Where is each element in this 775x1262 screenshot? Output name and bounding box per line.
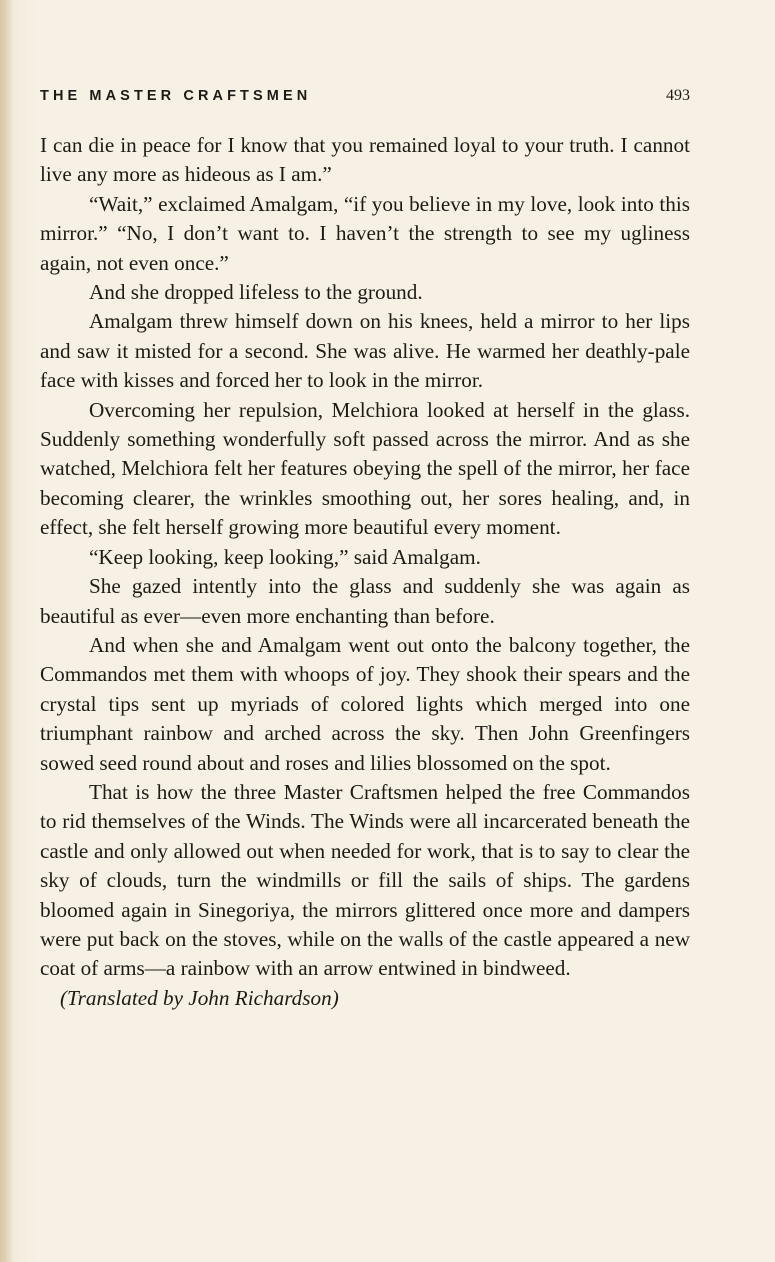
spine-shadow <box>0 0 14 1262</box>
paragraph: “Wait,” exclaimed Amalgam, “if you believe in my love, look into this mirror.” “No, I don’t want to. I haven’t the strength to see my ugliness again, not even once.” <box>40 191 690 275</box>
paragraph: “Keep looking, keep looking,” said Amalgam. <box>89 544 481 569</box>
running-head <box>40 86 690 108</box>
paragraph: Amalgam threw himself down on his knees, held a mirror to her lips and saw it misted for a second. She was alive. He warmed her deathly-pale face with kisses and forced her to look in the mirror. <box>40 309 690 393</box>
paragraph: And she dropped lifeless to the ground. <box>89 280 423 305</box>
paragraph: And when she and Amalgam went out onto the balcony together, the Commandos met them with whoops of joy. They shook their spears and the crystal tips sent up myriads of colored lights which merged into one triumphant rainbow and arched across the sky. Then John Greenfingers sowed seed round about and roses and lilies blossomed on the spot. <box>40 632 690 775</box>
paragraph-continued: I can die in peace for I know that you remained loyal to your truth. I cannot live any more as hideous as I am.” <box>40 133 690 187</box>
translator-credit: (Translated by John Richardson) <box>60 985 339 1010</box>
page-number: 493 <box>666 87 690 104</box>
paragraph: That is how the three Master Craftsmen helped the free Commandos to rid themselves of the Winds. The Winds were all incarcerated beneath the castle and only allowed out when needed for work, that is to say to clear the sky of clouds, turn the windmills or fill the sails of ships. The gardens bloomed again in Sinegoriya, the mirrors glittered once more and dampers were put back on the stoves, while on the walls of the castle appeared a new coat of arms—a rainbow with an arrow entwined in bindweed. <box>40 779 690 981</box>
running-title: THE MASTER CRAFTSMEN <box>40 88 312 104</box>
paragraph: Overcoming her repulsion, Melchiora looked at herself in the glass. Suddenly something wonderfully soft passed across the mirror. And as she watched, Melchiora felt her features obeying the spell of the mirror, her face becoming clearer, the wrinkles smoothing out, her sores healing, and, in effect, she felt herself growing more beautiful every moment. <box>40 397 690 540</box>
body-text <box>40 131 690 1013</box>
paragraph: She gazed intently into the glass and suddenly she was again as beautiful as ever—even more enchanting than before. <box>40 574 690 628</box>
